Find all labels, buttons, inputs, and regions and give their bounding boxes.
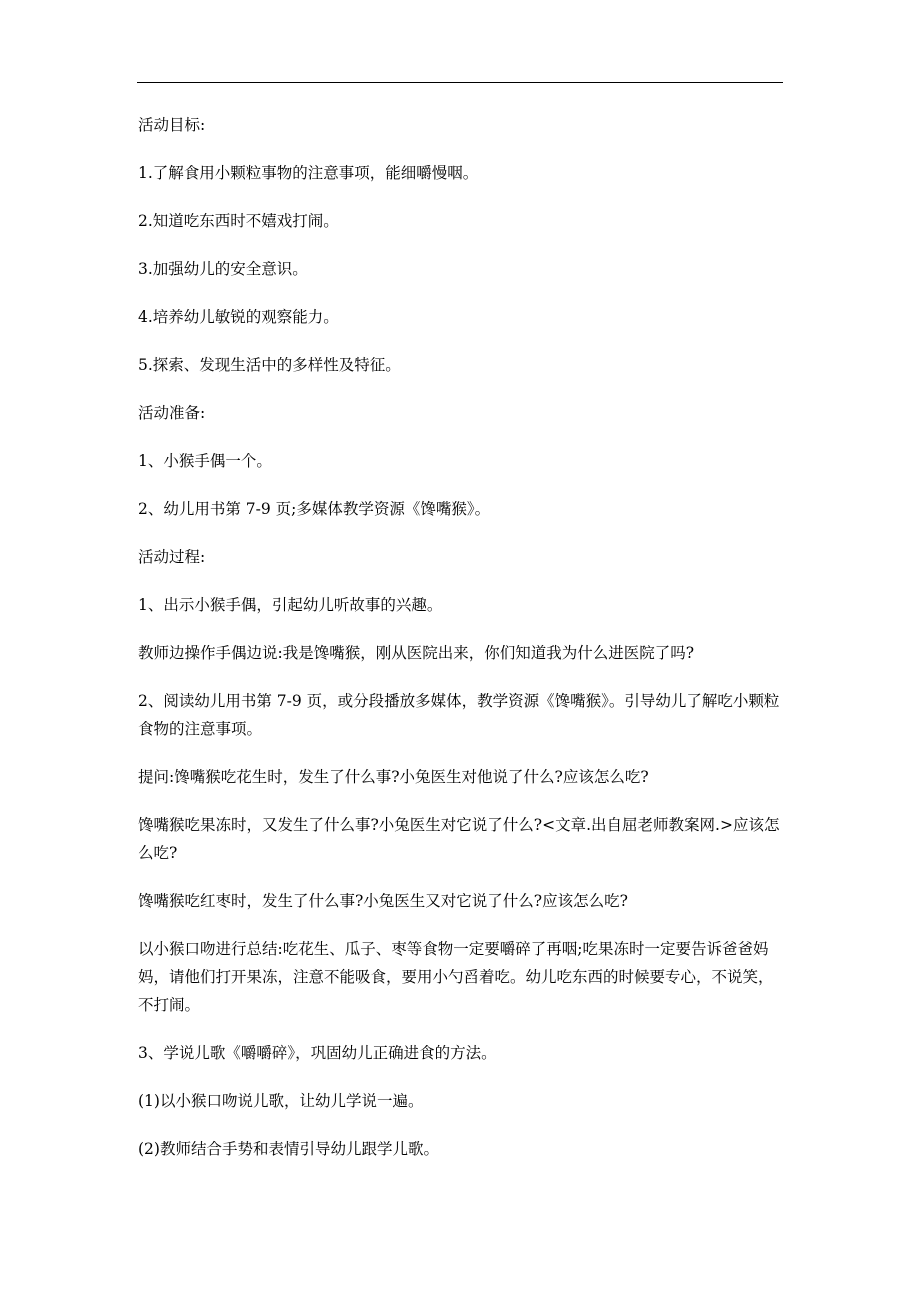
- process-paragraph: 馋嘴猴吃红枣时，发生了什么事?小兔医生又对它说了什么?应该怎么吃?: [138, 892, 628, 910]
- preparation-item: 1、小猴手偶一个。: [138, 452, 272, 470]
- goal-item: 1.了解食用小颗粒事物的注意事项，能细嚼慢咽。: [138, 164, 479, 182]
- process-paragraph: 2、阅读幼儿用书第 7-9 页，或分段播放多媒体，教学资源《馋嘴猴》。引导幼儿了解吃小颗粒食物的注意事项。: [138, 692, 780, 738]
- process-paragraph: 1、出示小猴手偶，引起幼儿听故事的兴趣。: [138, 596, 443, 614]
- goal-item: 5.探索、发现生活中的多样性及特征。: [138, 356, 401, 374]
- goal-item: 4.培养幼儿敏锐的观察能力。: [138, 308, 339, 326]
- process-paragraph: (2)教师结合手势和表情引导幼儿跟学儿歌。: [138, 1140, 439, 1158]
- heading-process: 活动过程:: [138, 548, 206, 566]
- process-paragraph: 3、学说儿歌《嚼嚼碎》，巩固幼儿正确进食的方法。: [138, 1044, 497, 1062]
- heading-preparation: 活动准备:: [138, 404, 206, 422]
- process-paragraph: (1)以小猴口吻说儿歌，让幼儿学说一遍。: [138, 1092, 424, 1110]
- document-body: [138, 111, 788, 1183]
- heading-goals: 活动目标:: [138, 116, 206, 134]
- goal-item: 2.知道吃东西时不嬉戏打闹。: [138, 212, 339, 230]
- goal-item: 3.加强幼儿的安全意识。: [138, 260, 308, 278]
- process-paragraph: 馋嘴猴吃果冻时，又发生了什么事?小兔医生对它说了什么?<文章.出自屈老师教案网.>应该怎么吃?: [138, 816, 780, 862]
- preparation-item: 2、幼儿用书第 7-9 页;多媒体教学资源《馋嘴猴》。: [138, 500, 491, 518]
- header-rule: [137, 82, 783, 83]
- process-paragraph: 教师边操作手偶边说:我是馋嘴猴，刚从医院出来，你们知道我为什么进医院了吗?: [138, 644, 695, 662]
- process-paragraph: 提问:馋嘴猴吃花生时，发生了什么事?小兔医生对他说了什么?应该怎么吃?: [138, 768, 649, 786]
- process-paragraph: 以小猴口吻进行总结:吃花生、瓜子、枣等食物一定要嚼碎了再咽;吃果冻时一定要告诉爸爸妈妈，请他们打开果冻，注意不能吸食，要用小勺舀着吃。幼儿吃东西的时候要专心，不说笑，不打闹。: [138, 940, 774, 1014]
